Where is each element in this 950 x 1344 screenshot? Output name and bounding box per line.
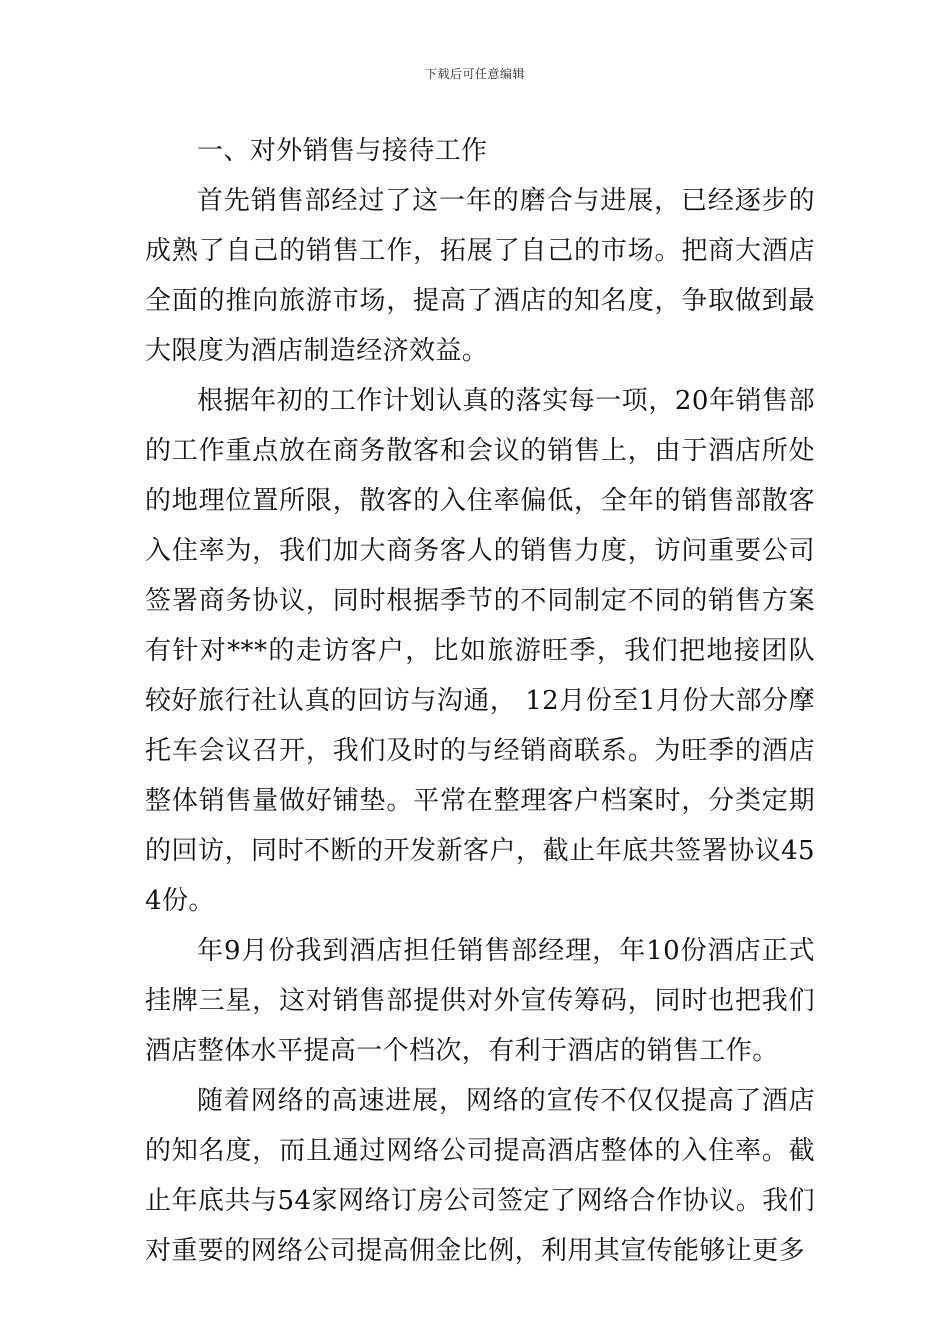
section-heading: 一、对外销售与接待工作 <box>197 136 488 166</box>
paragraph-2: 根据年初的工作计划认真的落实每一项，20年销售部的工作重点放在商务散客和会议的销售上，由于酒店所处的地理位置所限，散客的入住率偏低，全年的销售部散客入住率为，我们加大商务客人的销售力度，访问重要公司签署商务协议，同时根据季节的不同制定不同的销售方案有针对***的走访客户，比如旅游旺季，我们把地接团队较好旅行社认真的回访与沟通， 12月份至1月份大部分摩托车会议召开，我们及时的与经销商联系。为旺季的酒店整体销售量做好铺垫。平常在整理客户档案时，分类定期的回访，同时不断的开发新客户，截止年底共签署协议454份。 <box>145 386 815 916</box>
paragraph-1: 首先销售部经过了这一年的磨合与进展，已经逐步的成熟了自己的销售工作，拓展了自己的市场。把商大酒店全面的推向旅游市场，提高了酒店的知名度，争取做到最大限度为酒店制造经济效益。 <box>145 186 815 366</box>
document-body <box>145 126 815 1276</box>
paragraph-4: 随着网络的高速进展，网络的宣传不仅仅提高了酒店的知名度，而且通过网络公司提高酒店整体的入住率。截止年底共与54家网络订房公司签定了网络合作协议。我们对重要的网络公司提高佣金比例，利用其宣传能够让更多 <box>145 1086 815 1266</box>
paragraph-3: 年9月份我到酒店担任销售部经理，年10份酒店正式挂牌三星，这对销售部提供对外宣传筹码，同时也把我们酒店整体水平提高一个档次，有利于酒店的销售工作。 <box>145 936 815 1066</box>
page-header-note: 下载后可任意编辑 <box>424 67 525 81</box>
